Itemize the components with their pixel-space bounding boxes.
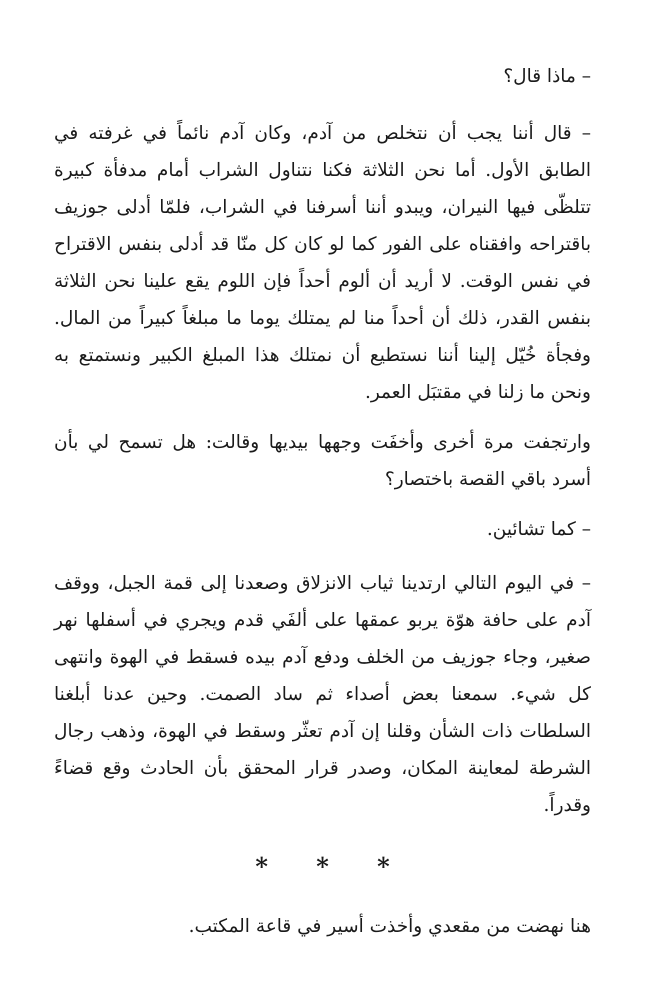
story-paragraph-plan: – قال أننا يجب أن نتخلص من آدم، وكان آدم نائماً في غرفته في الطابق الأول. أما نحن الثلاثة فكنا نتناول الشراب أمام مدفأة كبيرة تتلظّى فيها النيران، ويبدو أننا أسرفنا في الشراب، فلمّا أدلى جوزيف باقتراحه وافقناه على الفور كما لو كان كل منّا قد أدلى بنفس الاقتراح في نفس الوقت. لا أريد أن ألوم أحداً فإن اللوم يقع علينا نحن الثلاثة بنفس القدر، ذلك أن أحداً منا لم يمتلك يوما ما مبلغاً كبيراً من المال. وفجأة خُيّل إلينا أننا نستطيع أن نمتلك هذا المبلغ الكبير ونستمتع به ونحن ما زلنا في مقتبَل العمر.: [54, 123, 591, 403]
dialog-question: – ماذا قال؟: [503, 66, 591, 87]
narration-paragraph: وارتجفت مرة أخرى وأخفَت وجهها بيديها وقالت: هل تسمح لي بأن أسرد باقي القصة باختصار؟: [54, 432, 591, 490]
story-paragraph-incident: – في اليوم التالي ارتدينا ثياب الانزلاق وصعدنا إلى قمة الجبل، ووقف آدم على حافة هوّة يربو عمقها على ألفَي قدم ويجري في أسفلها نهر صغير، وجاء جوزيف من الخلف ودفع آدم بيده فسقط في الهوة وانتهى كل شيء. سمعنا بعض أصداء ثم ساد الصمت. وحين عدنا أبلغنا السلطات ذات الشأن وقلنا إن آدم تعثّر وسقط في الهوة، وذهب رجال الشرطة لمعاينة المكان، وصدر قرار المحقق بأن الحادث وقع قضاءً وقدراً.: [54, 573, 591, 816]
closing-line: هنا نهضت من مقعدي وأخذت أسير في قاعة المكتب.: [188, 916, 591, 937]
section-separator: * * *: [255, 852, 410, 881]
book-page: [54, 58, 591, 945]
dialog-reply: – كما تشائين.: [486, 519, 591, 540]
